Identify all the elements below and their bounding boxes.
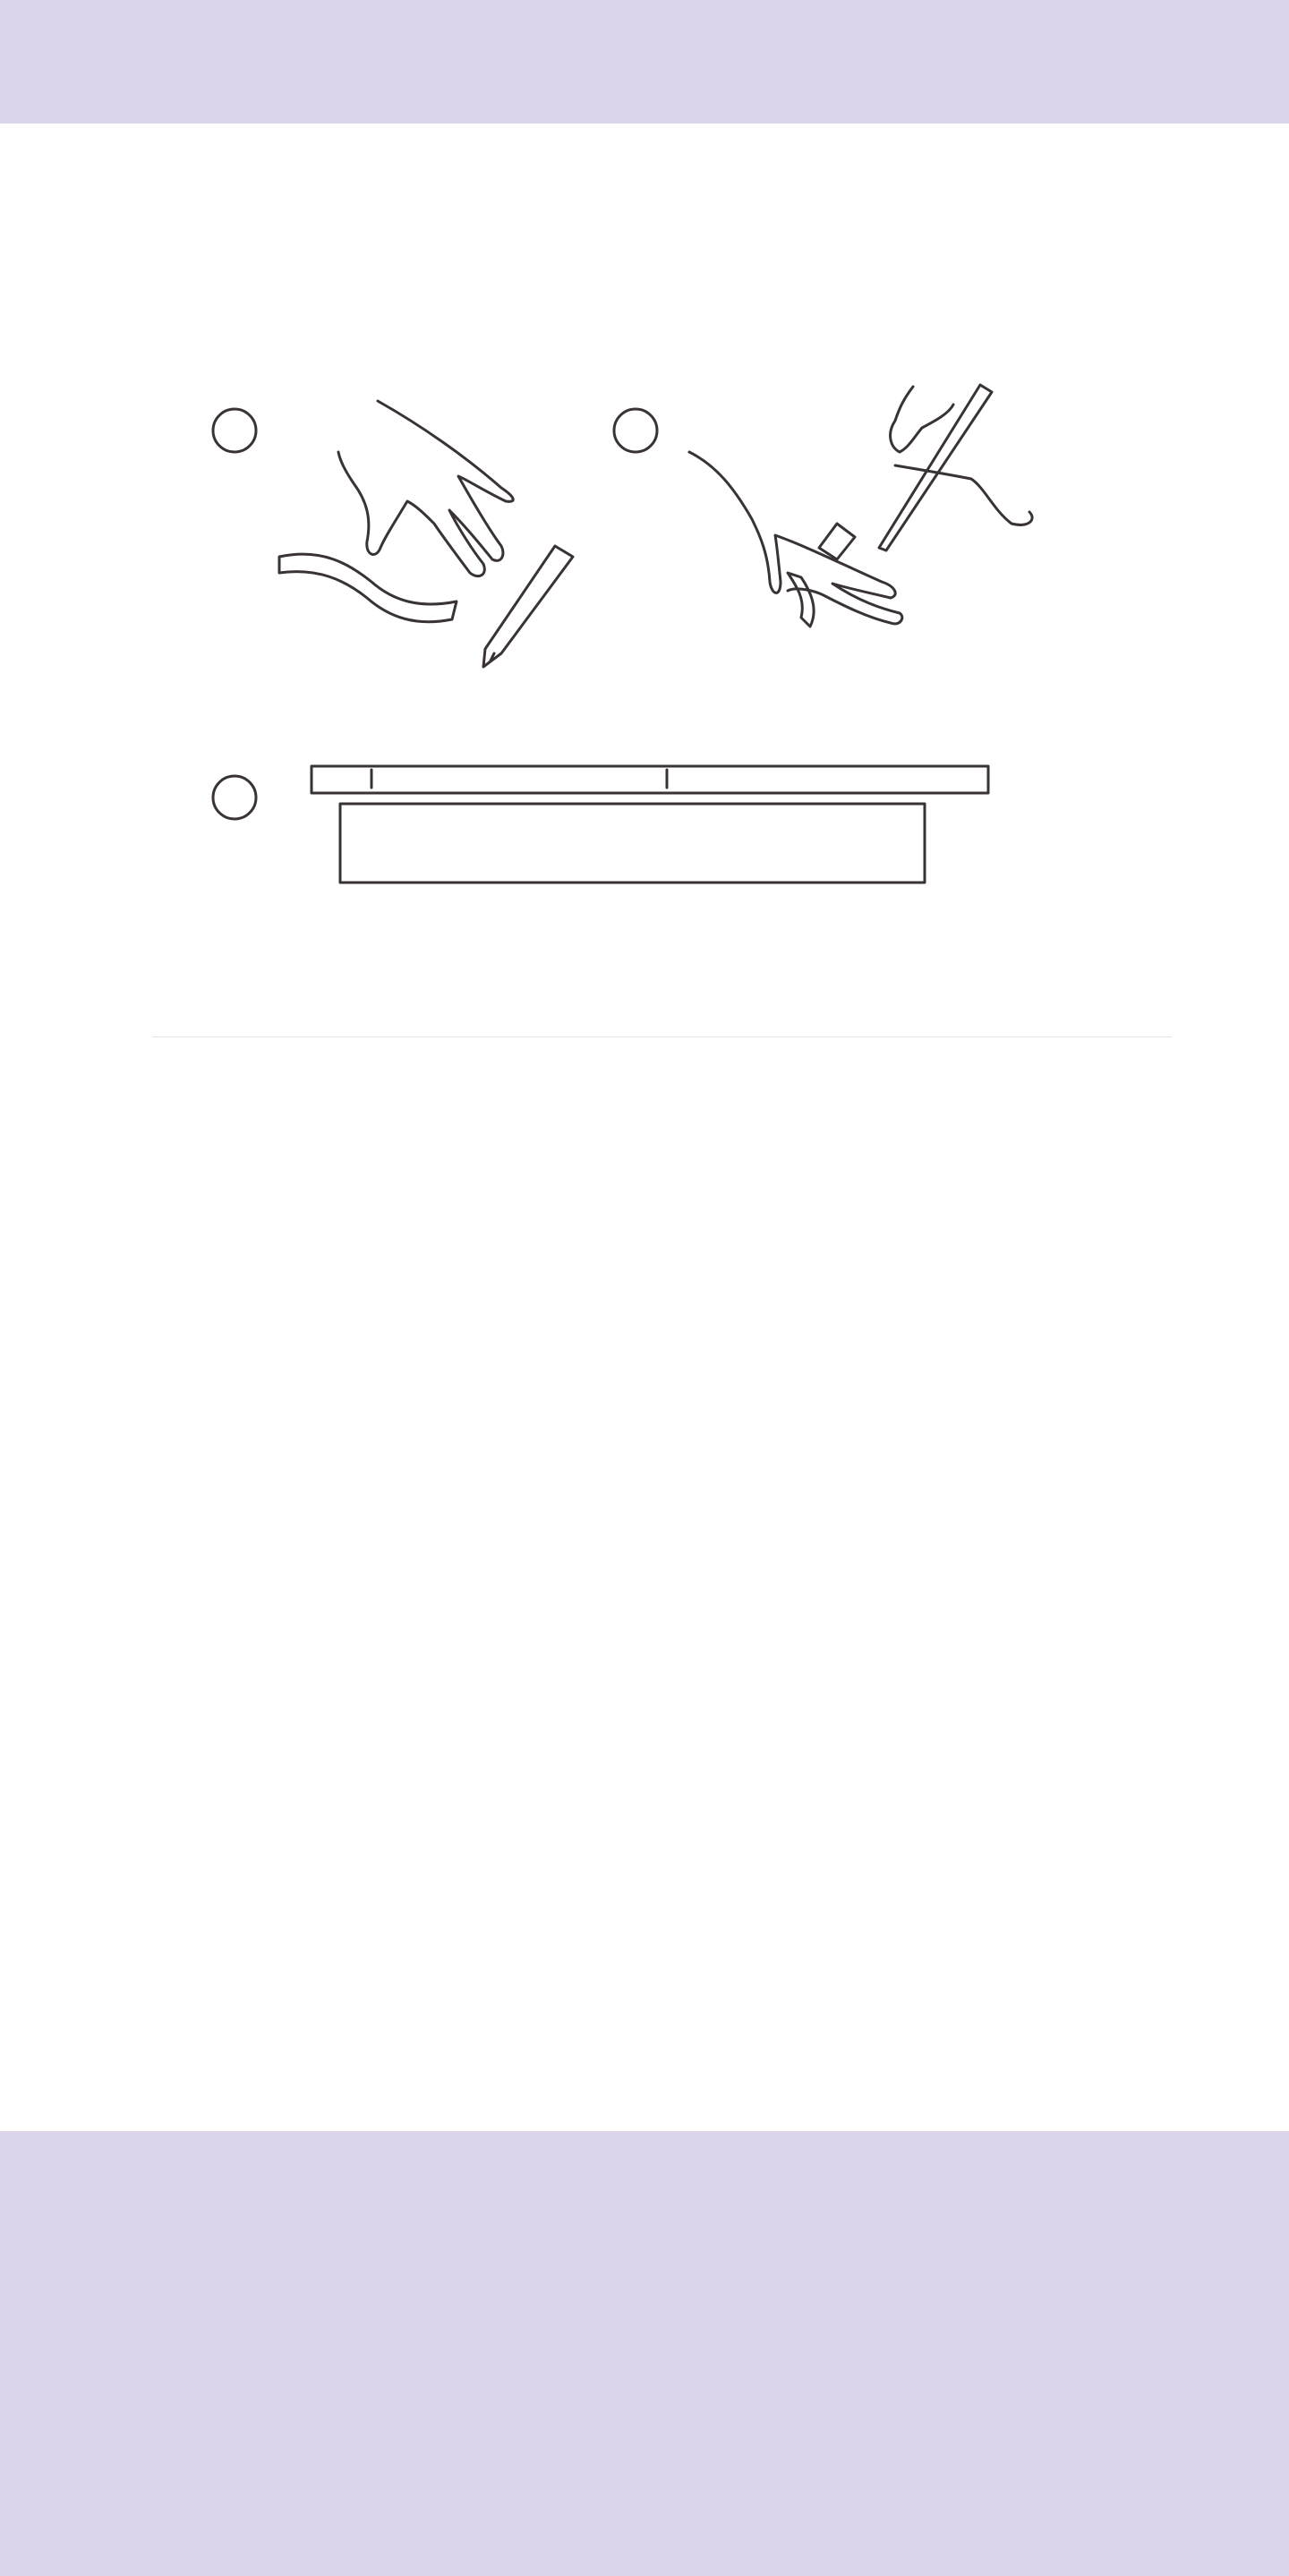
hand-1-icon [338,401,513,576]
header-banner [0,0,1289,124]
measuring-illustration [0,358,1289,913]
pen-2-icon [879,385,992,550]
pen-1-icon [483,546,573,667]
step-3-marker [213,776,256,819]
paper-strip-3-icon [312,766,988,793]
table-header-row [152,958,1172,1037]
step-2-marker [614,409,657,452]
hand-2-icon [689,452,902,624]
bottom-band [0,2131,1289,2576]
size-table [118,958,1172,1037]
ruler-icon [340,804,925,883]
paper-strip-2-icon [788,524,855,627]
step-1-marker [213,409,256,452]
paper-strip-icon [279,554,457,622]
hand-3-icon [891,387,1033,525]
